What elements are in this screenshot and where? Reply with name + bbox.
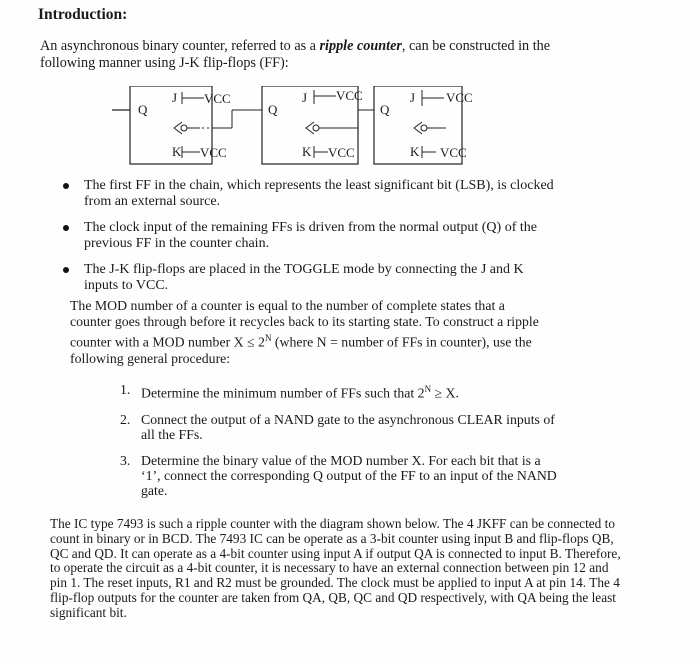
- procedure-step: [120, 412, 560, 442]
- bullet-dot: [63, 267, 69, 273]
- ff2-j-label: J: [302, 90, 308, 105]
- bullet-dot: [63, 183, 69, 189]
- flip-flop-1: [112, 86, 231, 164]
- ff3-k-label: K: [410, 144, 420, 159]
- ripple-counter-diagram: [100, 86, 500, 168]
- ripple-counter-emphasis: ripple counter: [319, 38, 402, 54]
- ff1-j-label: J: [172, 90, 178, 105]
- ff3-j-vcc: VCC: [446, 90, 473, 105]
- ff3-j-label: J: [410, 90, 416, 105]
- ff1-k-vcc: VCC: [200, 145, 227, 160]
- step-number: 2.: [120, 411, 131, 427]
- intro-paragraph: [40, 38, 560, 72]
- ic-7493-paragraph: The IC type 7493 is such a ripple counter with the diagram shown below. The 4 JKFF can be connected to count in binary or in BCD. The 7493 IC can be operate as a 3-bit counter using input B and flip-flops QB, QC and QD. It can operate as a 4-bit counter using input A if output QA is connected to input B. Therefore, to operate the circuit as a 4-bit counter, it is necessary to have an external connection between pin 12 and pin 1. The reset inputs, R1 and R2 must be grounded. The clock must be applied to input A at pin 14. The 4 flip-flop outputs for the counter are taken from QA, QB, QC and QD respectively, with QA being the least significant bit.: [50, 516, 621, 620]
- bullet-text: The J-K flip-flops are placed in the TOGGLE mode by connecting the J and K inputs to VCC.: [84, 262, 524, 293]
- step-number: 1.: [120, 382, 131, 397]
- step-text-before: Determine the binary value of the MOD number X. For each bit that is a ‘1’, connect the corresponding Q output of the FF to an input of the NAND gate.: [141, 452, 557, 498]
- ff2-q-label: Q: [268, 102, 278, 117]
- step-exponent: N: [424, 384, 432, 394]
- bullet-list: [60, 178, 560, 304]
- procedure-step: [120, 382, 560, 401]
- bullet-item: [60, 262, 560, 293]
- mod-exponent: N: [264, 333, 272, 343]
- flip-flop-2: [262, 86, 363, 164]
- procedure-step: [120, 453, 560, 498]
- ff2-k-vcc: VCC: [328, 145, 355, 160]
- bullet-dot: [63, 225, 69, 231]
- mod-text-before: The MOD number of a counter is equal to the number of complete states that a counter goes through before it recycles back to its starting state. To construct a ripple counter with a MOD number X ≤ 2: [70, 298, 539, 350]
- procedure-steps: [120, 382, 560, 509]
- bullet-item: [60, 178, 560, 209]
- flip-flop-3: [374, 86, 473, 164]
- step-text-after: ≥ X.: [431, 385, 459, 401]
- ff2-k-label: K: [302, 144, 312, 159]
- mod-text-after: (where N = number of FFs in counter), use the following general procedure:: [70, 334, 532, 366]
- section-heading: Introduction:: [38, 6, 128, 23]
- bullet-text: The first FF in the chain, which represents the least significant bit (LSB), is clocked from an external source.: [84, 178, 554, 209]
- ff3-q-label: Q: [380, 102, 390, 117]
- intro-text-after: , can be constructed in the following manner using J-K flip-flops (FF):: [40, 38, 551, 71]
- mod-number-paragraph: [70, 298, 548, 367]
- step-text-before: Determine the minimum number of FFs such that 2: [141, 385, 425, 401]
- ff1-k-label: K: [172, 144, 182, 159]
- ff2-j-vcc: VCC: [336, 88, 363, 103]
- ff1-j-vcc: VCC: [204, 91, 231, 106]
- step-number: 3.: [120, 452, 131, 468]
- step-text-before: Connect the output of a NAND gate to the asynchronous CLEAR inputs of all the FFs.: [141, 411, 555, 442]
- ff1-q-label: Q: [138, 102, 148, 117]
- ff3-k-vcc: VCC: [440, 145, 467, 160]
- bullet-text: The clock input of the remaining FFs is driven from the normal output (Q) of the previous FF in the counter chain.: [84, 220, 537, 251]
- intro-text-before: An asynchronous binary counter, referred to as a: [40, 38, 320, 54]
- bullet-item: [60, 220, 560, 251]
